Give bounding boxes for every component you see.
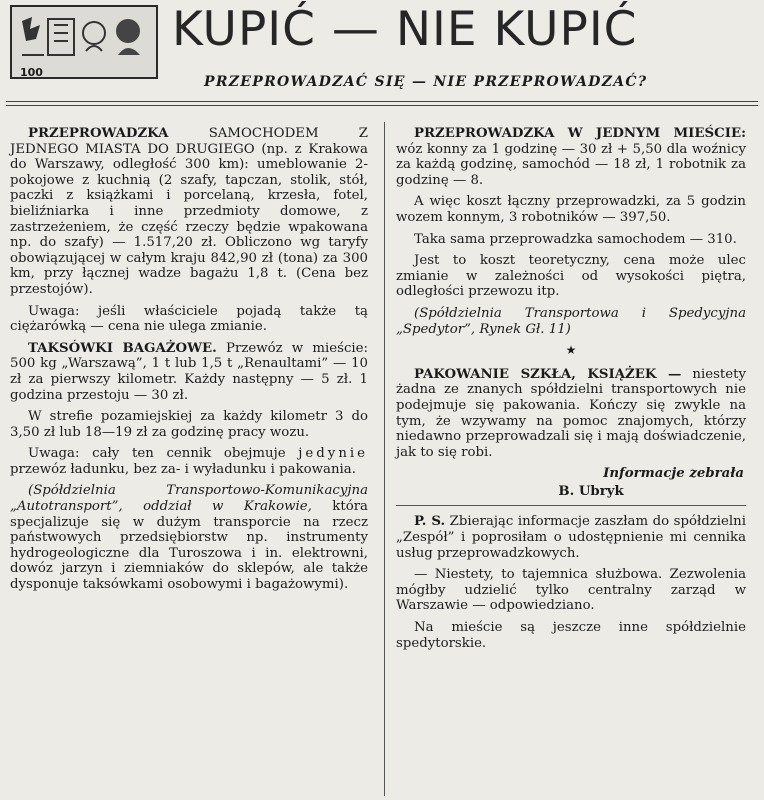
ps-divider: [396, 505, 746, 506]
article-paragraph: W strefie pozamiejskiej za każdy kilometr 3 do 3,50 zł lub 18—19 zł za godzinę pracy wozu.: [10, 409, 368, 440]
signature-caption: Informacje zebrała: [603, 466, 744, 482]
article-paragraph: — Niestety, to tajemnica służbowa. Zezwolenia mógłby udzielić tylko centralny zarząd w Warszawie — odpowiedziano.: [396, 567, 746, 614]
header-divider-bottom: [6, 105, 758, 106]
header-divider-top: [6, 101, 758, 102]
source-note: (Spółdzielnia Transportowa i Spedycyjna „Spedytor”, Rynek Gł. 11): [396, 305, 746, 337]
page-subtitle: PRZEPROWADZAĆ SIĘ — NIE PRZEPROWADZAĆ?: [204, 74, 648, 90]
star-separator-icon: ★: [565, 343, 577, 358]
article-paragraph: Na mieście są jeszcze inne spółdzielnie spedytorskie.: [396, 620, 746, 651]
logo-number: 100: [20, 66, 43, 79]
article-paragraph: PAKOWANIE SZKŁA, KSIĄŻEK — niestety żadna ze znanych spółdzielni transportowych nie podejmuje się pakowania. Kończy się zwykle na tym, że wzywamy na pomoc znajomych, którzy niedawno przeprowadzali się i mają doświadczenie, jak to się robi.: [396, 366, 746, 460]
logo-illustration-icon: [18, 11, 152, 65]
article-paragraph: Jest to koszt teoretyczny, cena może ulec zmianie w zależności od wysokości piętra, odległości przewozu itp.: [396, 253, 746, 300]
article-paragraph: A więc koszt łączny przeprowadzki, za 5 godzin wozem konnym, 3 robotników — 397,50.: [396, 194, 746, 225]
column-divider: [384, 122, 385, 796]
right-column: [396, 126, 746, 657]
article-paragraph: Taka sama przeprowadzka samochodem — 310.: [414, 231, 737, 247]
article-paragraph: Uwaga: jeśli właściciele pojadą także tą ciężarówką — cena nie ulega zmianie.: [10, 303, 368, 335]
article-paragraph: TAKSÓWKI BAGAŻOWE. Przewóz w mieście: 500 kg „Warszawą”, 1 t lub 1,5 t „Renaultami” — 10 zł za pierwszy kilometr. Każdy następny — 5 zł. 1 godzina przestoju — 30 zł.: [10, 340, 369, 403]
signature-author: B. Ubryk: [558, 483, 624, 499]
article-paragraph: PRZEPROWADZKA W JEDNYM MIEŚCIE: wóz konny za 1 godzinę — 30 zł + 5,50 dla woźnicy za każdą godzinę, samochód — 18 zł, 1 robotnik za godzinę — 8.: [396, 126, 746, 188]
article-paragraph: P. S. Zbierając informacje zaszłam do spółdzielni „Zespół” i poprosiłam o udostępnienie mi cennika usług przeprowadzkowych.: [396, 514, 746, 561]
article-paragraph: PRZEPROWADZKA SAMOCHODEM Z JEDNEGO MIASTA DO DRUGIEGO (np. z Krakowa do Warszawy, odległość 300 km): umeblowanie 2-pokojowe z kuchnią (2 szafy, tapczan, stolik, stół, paczki z książkami i porcelaną, krzesła, fotel, bieliźniarka i inne przedmioty domowe, z zastrzeżeniem, że część rzeczy będzie wpakowana np. do szafy) — 1.517,20 zł. Obliczono wg taryfy obowiązującej w całym kraju 842,90 zł (tona) za 300 km, przy łącznej wadze bagażu 1,8 t. (Cena bez przestojów).: [10, 126, 368, 297]
page-title: KUPIĆ — NIE KUPIĆ: [172, 2, 638, 57]
column-logo: [10, 5, 158, 79]
article-paragraph: Uwaga: cały ten cennik obejmuje jedynie przewóz ładunku, bez za- i wyładunku i pakowania.: [10, 446, 368, 477]
article-paragraph: (Spółdzielnia Transportowo-Komunikacyjna „Autotransport”, oddział w Krakowie, która specjalizuje się w dużym transporcie na rzecz państwowych przedsiębiorstw np. instrumenty hydrogeologiczne dla Turoszowa i in. elektrowni, dowóz jarzyn i ziemniaków do sklepów, ale także dysponuje taksówkami osobowymi i bagażowymi).: [10, 483, 368, 593]
left-column: [10, 126, 368, 599]
